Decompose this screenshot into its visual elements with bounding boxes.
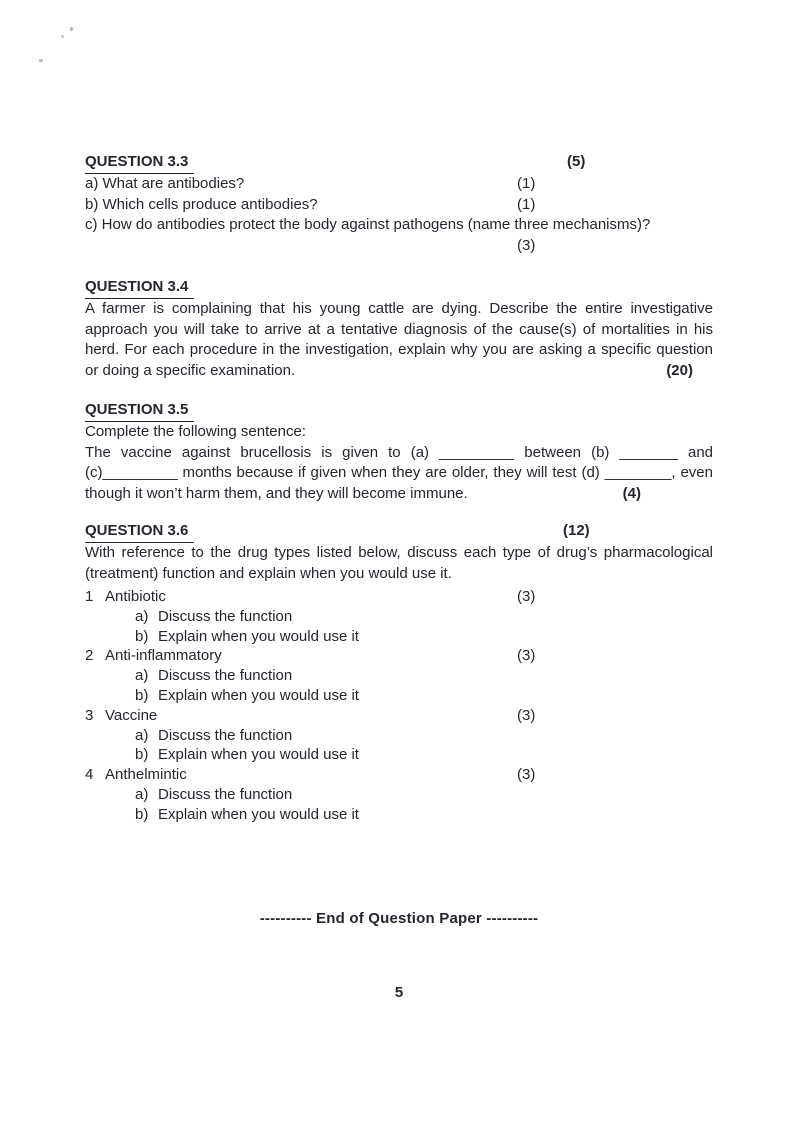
drug-marks: (3) xyxy=(517,766,536,784)
question-3-3-item-c-marks-line xyxy=(85,236,713,257)
question-3-3-marks: (5) xyxy=(567,153,586,170)
drug-marks: (3) xyxy=(517,647,536,665)
drug-sub-item xyxy=(85,726,713,746)
question-3-3-heading: QUESTION 3.3 xyxy=(85,152,194,174)
question-3-3 xyxy=(85,152,713,256)
sub-item-label: b) xyxy=(135,686,149,704)
sub-item-text: Explain when you would use it xyxy=(158,627,359,645)
sub-item-text: Discuss the function xyxy=(158,785,293,803)
question-3-4-heading-row xyxy=(85,277,713,299)
sub-item-text: Discuss the function xyxy=(158,667,293,685)
sub-item-label: a) xyxy=(135,785,149,803)
question-3-3-item-b-text: b) Which cells produce antibodies? xyxy=(85,195,318,213)
drug-name: Antibiotic xyxy=(105,588,166,605)
question-3-3-item-c-text: c) How do antibodies protect the body against pathogens (name three mechanisms)? xyxy=(85,216,651,233)
drug-name: Vaccine xyxy=(105,706,158,724)
drug-name: Anti-inflammatory xyxy=(105,647,222,665)
drug-item-anti-inflammatory xyxy=(85,646,713,666)
question-3-3-heading-row xyxy=(85,152,713,174)
drug-sub-item xyxy=(85,805,713,825)
question-3-3-item-a-text: a) What are antibodies? xyxy=(85,175,245,192)
drug-marks: (3) xyxy=(517,588,536,605)
page-content xyxy=(85,152,713,1004)
drug-sub-item xyxy=(85,686,713,706)
sub-item-label: b) xyxy=(135,746,149,764)
drug-sub-item xyxy=(85,745,713,765)
drug-name: Anthelmintic xyxy=(105,766,187,784)
sub-item-label: b) xyxy=(135,805,149,823)
question-3-6-marks: (12) xyxy=(563,522,590,539)
question-3-6 xyxy=(85,521,713,825)
question-3-5-body-text: The vaccine against brucellosis is given to (a) _________ between (b) _______ and (c)_________ months because if given when they are older, they will test (d) ________, even though it won’t harm them, and they will become immune. xyxy=(85,443,713,502)
sub-item-text: Explain when you would use it xyxy=(158,686,359,704)
end-of-paper-text: ---------- End of Question Paper ---------- xyxy=(259,909,539,927)
question-3-5 xyxy=(85,400,713,504)
drug-type-list xyxy=(85,587,713,825)
drug-sub-item xyxy=(85,627,713,647)
question-3-5-intro: Complete the following sentence: xyxy=(85,423,306,440)
sub-item-label: b) xyxy=(135,627,149,645)
question-3-3-item-a-marks: (1) xyxy=(517,175,536,192)
sub-item-text: Explain when you would use it xyxy=(158,746,359,764)
question-3-3-item-b-marks: (1) xyxy=(517,195,536,213)
drug-number: 1 xyxy=(85,588,94,605)
drug-marks: (3) xyxy=(517,706,536,724)
question-3-6-intro: With reference to the drug types listed below, discuss each type of drug’s pharmacological (treatment) function and explain when you would use it. xyxy=(85,544,713,582)
question-3-5-heading: QUESTION 3.5 xyxy=(85,400,194,422)
drug-item-anthelmintic xyxy=(85,765,713,785)
sub-item-label: a) xyxy=(135,726,149,744)
sub-item-text: Discuss the function xyxy=(158,726,293,744)
drug-item-vaccine xyxy=(85,706,713,726)
scan-speck xyxy=(39,59,43,62)
drug-number: 2 xyxy=(85,647,94,665)
question-3-3-item-b xyxy=(85,195,713,216)
scan-speck xyxy=(69,27,73,32)
question-3-4-marks: (20) xyxy=(666,361,693,379)
sub-item-label: a) xyxy=(135,667,149,685)
question-3-3-item-c-marks: (3) xyxy=(517,236,536,254)
drug-sub-item xyxy=(85,607,713,627)
scan-speck xyxy=(61,35,64,38)
drug-item-antibiotic xyxy=(85,587,713,607)
drug-sub-item xyxy=(85,785,713,805)
question-3-3-item-a xyxy=(85,174,713,195)
question-3-4-body xyxy=(85,299,713,381)
question-3-4-body-text: A farmer is complaining that his young cattle are dying. Describe the entire investigative approach you will take to arrive at a tentative diagnosis of the cause(s) of mortalities in his herd. For each procedure in the investigation, explain why you are asking a specific question or doing a specific examination. xyxy=(85,300,713,379)
question-3-3-item-c xyxy=(85,215,713,236)
question-3-6-heading: QUESTION 3.6 xyxy=(85,521,194,543)
drug-sub-item xyxy=(85,666,713,686)
question-3-5-heading-row xyxy=(85,400,713,422)
sub-item-text: Discuss the function xyxy=(158,607,293,625)
sub-item-text: Explain when you would use it xyxy=(158,805,359,823)
question-3-4 xyxy=(85,277,713,381)
question-3-5-marks: (4) xyxy=(622,484,641,502)
drug-number: 4 xyxy=(85,766,94,784)
question-3-4-heading: QUESTION 3.4 xyxy=(85,277,194,299)
drug-number: 3 xyxy=(85,706,94,724)
question-3-5-body xyxy=(85,443,713,505)
page-number: 5 xyxy=(394,984,404,1002)
question-3-6-heading-row xyxy=(85,521,713,543)
sub-item-label: a) xyxy=(135,607,149,625)
